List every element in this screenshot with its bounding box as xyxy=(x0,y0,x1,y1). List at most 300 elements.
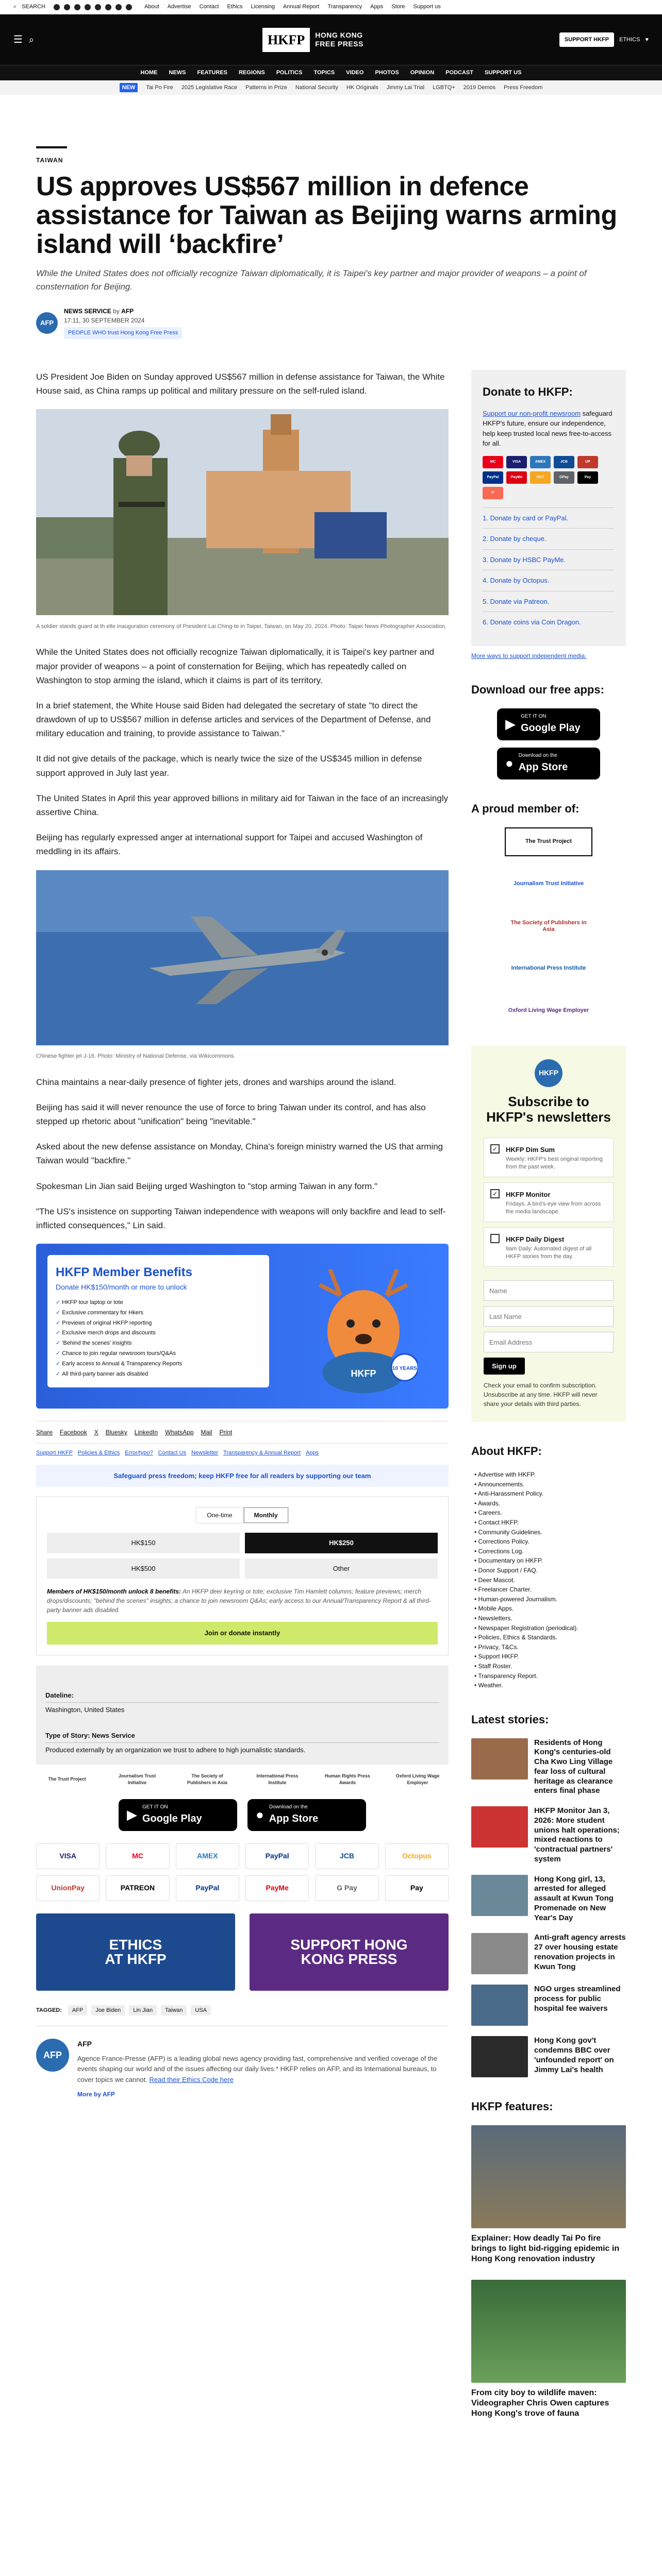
trending-link[interactable]: 2025 Legislative Race xyxy=(181,84,238,91)
instagram-icon[interactable] xyxy=(74,4,80,10)
top-link[interactable]: Advertise xyxy=(167,4,191,10)
jcb-logo[interactable]: JCB xyxy=(315,1843,378,1869)
about-link[interactable]: • Announcements. xyxy=(474,1480,626,1489)
paragraph: "The US's insistence on supporting Taiwan independence with weapons will only backfire and lead to self-inflicted consequences," Lin said. xyxy=(36,1206,446,1230)
ipi-logo[interactable]: International Press Institute xyxy=(256,1773,299,1786)
donate-option[interactable] xyxy=(483,507,615,529)
story-headline[interactable]: Hong Kong gov't condemns BBC over 'unfounded report' on Jimmy Lai's health xyxy=(534,2036,614,2074)
article-footer-links xyxy=(36,1449,449,1458)
payment-icons xyxy=(483,456,615,499)
newsletter-option[interactable] xyxy=(484,1227,614,1267)
nav-item-features[interactable]: FEATURES xyxy=(197,70,227,76)
latest-stories xyxy=(471,1711,626,2078)
banner-title: ETHICS xyxy=(109,1936,162,1953)
google-play-button[interactable] xyxy=(119,1799,237,1831)
footer-link[interactable]: Error/typo? xyxy=(125,1450,153,1456)
byline: AFP NEWS SERVICE by AFP 17:11, 30 SEPTEMBER 2024 PEOPLE WHO trust Hong Kong Free Press xyxy=(36,307,626,339)
about-link[interactable]: • Anti-Harassment Policy. xyxy=(474,1489,626,1499)
more-ways-link[interactable]: More ways to support independent media. xyxy=(471,652,587,659)
benefit-item: ✓ All third-party banner ads disabled xyxy=(56,1369,261,1380)
rss-icon[interactable] xyxy=(126,4,132,10)
article-standfirst: While the United States does not officially recognize Taiwan diplomatically, it is Taipei's key partner and major provider of weapons – a point of consternation for Beijing. xyxy=(36,268,587,292)
nav-item-video[interactable]: VIDEO xyxy=(346,70,364,76)
paypal-logo[interactable]: PayPal xyxy=(245,1843,309,1869)
story-type-heading[interactable]: Type of Story: News Service xyxy=(45,1731,439,1743)
tag-chip[interactable]: USA xyxy=(191,2005,211,2016)
share-bluesky[interactable]: Bluesky xyxy=(105,1429,127,1436)
visa-icon: VISA xyxy=(506,456,527,468)
latest-title: Latest stories: xyxy=(471,1713,549,1726)
paragraph: Spokesman Lin Jian said Beijing urged Washington to "stop arming Taiwan in any form." xyxy=(36,1181,378,1191)
donate-option-link[interactable]: 5. Donate via Patreon. xyxy=(483,597,550,605)
feature-item[interactable] xyxy=(471,2125,626,2264)
trending-link[interactable]: Jimmy Lai Trial xyxy=(386,84,425,91)
payme-icon: PayMe xyxy=(506,471,527,484)
story-thumb[interactable] xyxy=(471,2036,528,2077)
press-logos-row xyxy=(36,1773,449,1787)
share-bar xyxy=(36,1421,449,1444)
top-link[interactable]: Support us xyxy=(413,4,441,10)
support-hkfp-button[interactable]: SUPPORT HKFP xyxy=(559,32,614,47)
paragraph: Beijing has said it will never renounce the use of force to bring Taiwan under its control, and has also stepped up rhetoric about "unification" being "inevitable." xyxy=(36,1102,426,1126)
story-thumb[interactable] xyxy=(471,1933,528,1974)
feature-headline[interactable]: From city boy to wildlife maven: Videographer Chris Owen captures Hong Kong's trove of fauna xyxy=(471,2388,609,2418)
benefits-note xyxy=(47,1587,438,1615)
share-label[interactable]: Share xyxy=(36,1429,53,1436)
patreon-logo[interactable]: PATREON xyxy=(106,1875,169,1901)
visa-logo[interactable]: VISA xyxy=(36,1843,100,1869)
donate-option-link[interactable]: 2. Donate by cheque. xyxy=(483,535,547,543)
nav-item-news[interactable]: NEWS xyxy=(169,70,186,76)
trending-link[interactable]: Tai Po Fire xyxy=(146,84,173,91)
play-icon: ▶ xyxy=(505,716,516,732)
linkedin-icon[interactable] xyxy=(115,4,122,10)
trust-promo-badge[interactable]: PEOPLE WHO trust Hong Kong Free Press xyxy=(64,327,182,339)
store-small: Download on the xyxy=(269,1804,308,1810)
paragraph: The United States in April this year approved billions in military aid for Taiwan in the face of an increasingly assertive China. xyxy=(36,793,449,818)
about-link[interactable]: • Mobile Apps. xyxy=(474,1604,626,1614)
new-badge: NEW xyxy=(120,83,138,93)
last-name-field[interactable] xyxy=(484,1306,614,1327)
menu-icon[interactable]: ☰ xyxy=(13,34,23,45)
top-link[interactable]: Ethics xyxy=(227,4,243,10)
author-box xyxy=(36,2039,449,2100)
monthly-tab[interactable]: Monthly xyxy=(243,1507,289,1523)
play-icon: ▶ xyxy=(127,1807,137,1823)
benefit-item: ✓ Exclusive merch drops and discounts xyxy=(56,1328,261,1338)
about-title: About HKFP: xyxy=(471,1445,542,1458)
article-title: US approves US$567 million in defence assistance for Taiwan as Beijing warns arming island will ‘backfire’ xyxy=(36,172,617,260)
story-thumb[interactable] xyxy=(471,1738,528,1780)
top-link[interactable]: Transparency xyxy=(327,4,362,10)
sidebar-google-play-button[interactable] xyxy=(497,708,600,740)
newsletter-fineprint: Check your email to confirm subscription. Unsubscribe at any time. HKFP will never share your details with third parties. xyxy=(484,1382,598,1408)
donate-option-link[interactable]: 3. Donate by HSBC PayMe. xyxy=(483,555,566,564)
about-link[interactable]: • Careers. xyxy=(474,1508,626,1518)
donate-option-link[interactable]: 6. Donate coins via Coin Dragon. xyxy=(483,618,581,626)
benefits-note-lead: Members of HK$150/month unlock 8 benefits: xyxy=(47,1588,181,1596)
jti-logo[interactable]: Journalism Trust Initiative xyxy=(118,1773,156,1786)
about-link[interactable]: • Transparency Report. xyxy=(474,1671,626,1681)
store-name: Google Play xyxy=(142,1813,202,1825)
email-field[interactable] xyxy=(484,1332,614,1352)
checkbox-checked-icon[interactable]: ✓ xyxy=(490,1189,500,1198)
top-links xyxy=(144,3,441,11)
about-link[interactable]: • Freelancer Charter. xyxy=(474,1585,626,1595)
store-name: App Store xyxy=(518,761,568,773)
octopus-icon: OCT xyxy=(530,471,551,484)
photo-caption: A soldier stands guard at th elte inauguration ceremony of President Lai Ching-te in Taipei, Taiwan, on May 20, 2024. Photo: Taipei News Photographer Association. xyxy=(36,623,447,630)
feature-image[interactable] xyxy=(471,2125,626,2228)
top-link[interactable]: Annual Report xyxy=(283,4,320,10)
checkbox-checked-icon[interactable]: ✓ xyxy=(490,1144,500,1154)
option-desc: Fridays. A bird's-eye view from across the media landscape. xyxy=(506,1201,601,1215)
donate-option[interactable] xyxy=(483,612,615,633)
article-kicker[interactable]: TAIWAN xyxy=(36,157,63,164)
trending-link[interactable]: Patterns in Prize xyxy=(245,84,287,91)
option-name: HKFP Dim Sum xyxy=(506,1145,555,1154)
newsletter-option[interactable] xyxy=(484,1182,614,1222)
author-label: NEWS SERVICE xyxy=(64,308,111,315)
story-thumb[interactable] xyxy=(471,1985,528,2026)
checkbox-icon[interactable] xyxy=(490,1234,500,1243)
donate-option[interactable] xyxy=(483,591,615,612)
article-body xyxy=(36,370,449,2434)
newsletter-option[interactable] xyxy=(484,1138,614,1177)
footer-link[interactable]: Policies & Ethics xyxy=(77,1450,120,1456)
newsletter-title: Subscribe to HKFP's newsletters xyxy=(486,1093,611,1125)
story-thumb[interactable] xyxy=(471,1806,528,1848)
deer-mascot-icon xyxy=(309,1264,418,1393)
about-link[interactable]: • Deer Mascot. xyxy=(474,1575,626,1585)
trending-link[interactable]: Press Freedom xyxy=(504,84,543,91)
member-benefits-banner[interactable] xyxy=(36,1244,449,1409)
store-small: Download on the xyxy=(518,753,557,759)
author-box-name[interactable]: AFP xyxy=(77,2040,92,2048)
banner-sub: KONG PRESS xyxy=(301,1951,398,1967)
share-mail[interactable]: Mail xyxy=(201,1429,212,1436)
about-link[interactable]: • Donor Support / FAQ. xyxy=(474,1566,626,1575)
sidebar xyxy=(471,370,626,2434)
sign-up-button[interactable]: Sign up xyxy=(484,1358,525,1375)
nav-item-topics[interactable]: TOPICS xyxy=(313,70,335,76)
tag-chip[interactable]: Lin Jian xyxy=(129,2005,157,2016)
nav-item-politics[interactable]: POLITICS xyxy=(276,70,303,76)
banner-sub: AT HKFP xyxy=(105,1951,167,1967)
trending-bar xyxy=(0,80,662,95)
author-avatar[interactable]: AFP xyxy=(36,312,58,334)
top-link[interactable]: Apps xyxy=(370,4,384,10)
amount-option[interactable]: HK$150 xyxy=(47,1533,240,1553)
title-rule xyxy=(36,146,67,148)
donate-title: Donate to HKFP: xyxy=(483,385,573,398)
about-link[interactable]: • Privacy, T&Cs. xyxy=(474,1642,626,1652)
about-link[interactable]: • Newspaper Registration (periodical). xyxy=(474,1623,626,1633)
payme-logo[interactable]: PayMe xyxy=(245,1875,309,1901)
frequency-toggle xyxy=(47,1507,438,1523)
top-link[interactable]: Contact xyxy=(199,4,219,10)
mascot-shirt-text: HKFP xyxy=(351,1368,376,1379)
about-link[interactable]: • Community Guidelines. xyxy=(474,1528,626,1537)
mastercard-icon: MC xyxy=(483,456,503,468)
store-small: GET IT ON xyxy=(142,1804,168,1810)
share-x[interactable]: X xyxy=(94,1429,98,1436)
about-link[interactable]: • Staff Roster. xyxy=(474,1662,626,1671)
top-utility-bar xyxy=(0,0,662,14)
site-logo[interactable] xyxy=(262,28,363,52)
paragraph: It did not give details of the package, which is nearly twice the size of the US$345 million in defense support approved in July last year. xyxy=(36,754,422,778)
gpay-icon: GPay xyxy=(554,471,574,484)
donation-widget xyxy=(36,1496,449,1655)
paypal-logo-2[interactable]: PayPal xyxy=(176,1875,239,1901)
nav-item-support[interactable]: SUPPORT US xyxy=(484,70,522,76)
share-facebook[interactable]: Facebook xyxy=(60,1429,87,1436)
member-logos xyxy=(471,827,626,1025)
app-store-button[interactable] xyxy=(247,1799,366,1831)
benefits-note-text: An HKFP deer keyring or tote; exclusive Tim Hamlett columns; feature previews; merch drops/discounts; "behind the scenes" insights; a chance to join newsroom Q&As; early access to our Annual/Transparency Report & all third-party banner ads disabled. xyxy=(47,1588,431,1614)
story-headline[interactable]: NGO urges streamlined process for public hospital fee waivers xyxy=(534,1985,621,2013)
features-section xyxy=(471,2098,626,2419)
magnifier-icon[interactable]: ⌕ xyxy=(28,34,35,45)
ethics-banner[interactable] xyxy=(36,1913,235,1991)
mastercard-logo[interactable]: MC xyxy=(106,1843,169,1869)
ethics-code-link[interactable]: Read their Ethics Code here xyxy=(149,2076,234,2084)
trust-project-logo[interactable]: The Trust Project xyxy=(48,1776,86,1782)
photo-caption: Chinese fighter jet J-16. Photo: Ministry of National Defense, via Wikicommons. xyxy=(36,1053,236,1060)
unionpay-icon: UP xyxy=(577,456,598,468)
hkfp-badge: HKFP xyxy=(535,1059,562,1087)
bluesky-icon[interactable] xyxy=(105,4,111,10)
paragraph: In a brief statement, the White House said Biden had delegated the secretary of state "to direct the drawdown of up to US$567 million in defense articles and services of the Department of Defense, and military education and training, to provide assistance to Taiwan." xyxy=(36,700,431,739)
ipi-logo[interactable]: International Press Institute xyxy=(511,965,586,972)
newsletter-box xyxy=(471,1046,626,1422)
support-banner[interactable] xyxy=(250,1913,449,1991)
footer-link[interactable]: Transparency & Annual Report xyxy=(223,1450,301,1456)
latest-item[interactable] xyxy=(471,1738,626,1797)
patreon-icon: P xyxy=(483,487,503,499)
nav-item-home[interactable]: HOME xyxy=(140,70,158,76)
about-link[interactable]: • Contact HKFP. xyxy=(474,1518,626,1528)
x-icon[interactable] xyxy=(64,4,70,10)
about-list xyxy=(471,1470,626,1690)
about-link[interactable]: • Awards. xyxy=(474,1499,626,1509)
more-by-author-link[interactable]: More by AFP xyxy=(77,2090,115,2098)
about-link[interactable]: • Newsletters. xyxy=(474,1614,626,1623)
search-icon[interactable]: ⌕ xyxy=(13,4,17,10)
author-box-avatar[interactable]: AFP xyxy=(36,2039,69,2072)
author-bio: Agence France-Presse (AFP) is a leading global news agency providing fast, comprehensive and verified coverage of the events shaping our world and of the issues affecting our daily lives.* HKFP relies on AFP, and its International bureaus, to cover topics we cannot. xyxy=(77,2054,438,2084)
ethics-link[interactable]: ETHICS xyxy=(619,36,640,43)
logo-line: FREE PRESS xyxy=(315,40,363,48)
ten-years-badge: 10 YEARS xyxy=(392,1366,418,1372)
option-name: HKFP Daily Digest xyxy=(506,1235,565,1243)
trust-project-logo[interactable]: The Trust Project xyxy=(505,827,592,856)
story-type-desc: Produced externally by an organization we trust to adhere to high journalistic standards. xyxy=(45,1746,306,1754)
apple-icon: ● xyxy=(505,755,514,771)
amount-option-selected[interactable]: HK$250 xyxy=(245,1533,438,1553)
top-link[interactable]: About xyxy=(144,4,159,10)
jcb-icon: JCB xyxy=(554,456,574,468)
option-desc: 9am Daily: Automated digest of all HKFP stories from the day. xyxy=(506,1246,592,1260)
paragraph: Asked about the new defense assistance on Monday, China's foreign ministry warned the US that arming Taiwan would "backfire." xyxy=(36,1142,443,1166)
tag-chip[interactable]: Joe Biden xyxy=(91,2005,125,2016)
paypal-icon: PayPal xyxy=(483,471,503,484)
app-store-row xyxy=(36,1799,449,1831)
top-search-link[interactable]: SEARCH xyxy=(22,4,46,10)
payment-methods-grid xyxy=(36,1843,449,1901)
nav-item-regions[interactable]: REGIONS xyxy=(238,70,265,76)
features-title: HKFP features: xyxy=(471,2100,553,2113)
amount-options xyxy=(47,1533,438,1579)
member-title: A proud member of: xyxy=(471,802,580,815)
about-link[interactable]: • Documentary on HKFP. xyxy=(474,1556,626,1566)
store-small: GET IT ON xyxy=(521,714,547,720)
facebook-icon[interactable] xyxy=(54,4,60,10)
story-headline[interactable]: Residents of Hong Kong's centuries-old Cha Kwo Ling Village fear loss of cultural heritage as clearance enters final phase xyxy=(534,1738,613,1795)
story-headline[interactable]: Hong Kong girl, 13, arrested for alleged assault at Kwun Tong Promenade on New Year's Day xyxy=(534,1874,614,1922)
donate-intro-text: safeguard HKFP's future, ensure our independence, help keep trusted local news free-to-access for all. xyxy=(483,409,613,448)
soldier-photo xyxy=(36,409,449,619)
youtube-icon[interactable] xyxy=(85,4,91,10)
about-link[interactable]: • Policies, Ethics & Standards. xyxy=(474,1633,626,1642)
banner-title: SUPPORT HONG xyxy=(290,1936,408,1953)
donate-option[interactable] xyxy=(483,528,615,549)
donate-option[interactable] xyxy=(483,570,615,591)
amount-option[interactable]: Other xyxy=(245,1558,438,1579)
living-wage-logo[interactable]: Oxford Living Wage Employer xyxy=(395,1773,440,1786)
latest-item[interactable] xyxy=(471,1985,626,2026)
jti-logo[interactable]: Journalism Trust Initiative xyxy=(513,880,584,887)
main-nav xyxy=(0,65,662,80)
option-name: HKFP Monitor xyxy=(506,1190,551,1198)
promo-banners xyxy=(36,1913,449,1991)
dateline-value: Washington, United States xyxy=(45,1706,125,1714)
nav-item-photos[interactable]: PHOTOS xyxy=(375,70,399,76)
latest-item[interactable] xyxy=(471,1933,626,1974)
store-name: App Store xyxy=(269,1813,319,1825)
donate-box xyxy=(471,370,626,646)
feature-image[interactable] xyxy=(471,2280,626,2383)
share-print[interactable]: Print xyxy=(219,1429,233,1436)
octopus-logo[interactable]: Octopus xyxy=(385,1843,449,1869)
donate-option-link[interactable]: 4. Donate by Octopus. xyxy=(483,577,550,585)
publish-date: 17:11, 30 SEPTEMBER 2024 xyxy=(64,317,145,325)
benefit-item: ✓ Exclusive commentary for Hkers xyxy=(56,1308,261,1318)
top-link[interactable]: Store xyxy=(391,4,405,10)
paragraph: Beijing has regularly expressed anger at international support for Taipei and accused Washington of meddling in its affairs. xyxy=(36,833,423,857)
about-link[interactable]: • Corrections Policy. xyxy=(474,1537,626,1547)
trending-link[interactable]: 2019 Demos xyxy=(463,84,496,91)
donate-intro xyxy=(483,409,615,449)
footer-link[interactable]: Contact Us xyxy=(158,1450,187,1456)
store-name: Google Play xyxy=(521,722,581,734)
benefit-item: ✓ Chance to join regular newsroom tours/Q&As xyxy=(56,1349,261,1359)
about-link[interactable]: • Human-powered Journalism. xyxy=(474,1595,626,1604)
tag-chip[interactable]: AFP xyxy=(68,2005,87,2016)
tags-row xyxy=(36,2005,449,2027)
about-link[interactable]: • Advertise with HKFP. xyxy=(474,1470,626,1480)
footer-link[interactable]: Apps xyxy=(306,1450,319,1456)
sopa-logo[interactable]: The Society of Publishers in Asia xyxy=(187,1773,227,1786)
author-name[interactable]: AFP xyxy=(121,308,134,315)
amex-icon: AMEX xyxy=(530,456,551,468)
about-section xyxy=(471,1443,626,1690)
benefit-item: ✓ Previews of original HKFP reporting xyxy=(56,1318,261,1329)
social-icons xyxy=(54,4,132,10)
google-pay-logo[interactable]: G Pay xyxy=(315,1875,378,1901)
apple-pay-logo[interactable]: Pay xyxy=(385,1875,449,1901)
sopa-logo[interactable]: The Society of Publishers in Asia xyxy=(510,919,587,933)
donate-intro-link[interactable]: Support our non-profit newsroom xyxy=(483,409,581,417)
living-wage-logo[interactable]: Oxford Living Wage Employer xyxy=(508,1007,589,1014)
apple-icon: ● xyxy=(256,1807,264,1823)
about-link[interactable]: • Support HKFP. xyxy=(474,1652,626,1662)
amount-option[interactable]: HK$500 xyxy=(47,1558,240,1579)
paragraph: US President Joe Biden on Sunday approved US$567 million in defense assistance for Taiwan, the White House said, as China ramps up political and military pressure on the self-ruled island. xyxy=(36,371,445,396)
benefits-title: HKFP Member Benefits xyxy=(56,1265,192,1280)
donate-option-link[interactable]: 1. Donate by card or PayPal. xyxy=(483,514,569,522)
donate-option[interactable] xyxy=(483,549,615,570)
article-header xyxy=(36,95,626,339)
about-link[interactable]: • Weather. xyxy=(474,1681,626,1690)
feature-headline[interactable]: Explainer: How deadly Tai Po fire brings to light bid-rigging epidemic in Hong Kong renovation industry xyxy=(471,2234,620,2264)
latest-item[interactable] xyxy=(471,2036,626,2077)
feature-item[interactable] xyxy=(471,2280,626,2419)
safeguard-banner[interactable]: Safeguard press freedom; keep HKFP free for all readers by supporting our team xyxy=(36,1465,449,1487)
paragraph: China maintains a near-daily presence of fighter jets, drones and warships around the island. xyxy=(36,1077,396,1087)
trending-link[interactable]: LGBTQ+ xyxy=(433,84,455,91)
paragraph: While the United States does not officially recognize Taiwan diplomatically, it is Taipei's key partner and major provider of weapons – a point of consternation for Beijing, which has repeatedly called on Washington to stop arming the island, which it claims is part of its territory. xyxy=(36,647,435,685)
heart-icon[interactable]: ♥ xyxy=(645,36,649,43)
share-linkedin[interactable]: LinkedIn xyxy=(134,1429,158,1436)
footer-link[interactable]: Newsletter xyxy=(191,1450,219,1456)
option-desc: Weekly: HKFP's best original reporting from the past week. xyxy=(506,1156,603,1170)
benefits-subtitle: Donate HK$150/month or more to unlock xyxy=(56,1283,187,1292)
one-time-tab[interactable]: One-time xyxy=(196,1507,243,1523)
share-whatsapp[interactable]: WhatsApp xyxy=(165,1429,194,1436)
fighter-jet-photo xyxy=(36,870,449,1049)
story-thumb[interactable] xyxy=(471,1875,528,1916)
about-link[interactable]: • Corrections Log. xyxy=(474,1547,626,1556)
logo-mark: HKFP xyxy=(262,28,310,52)
nav-item-opinion[interactable]: OPINION xyxy=(410,70,435,76)
unionpay-logo[interactable]: UnionPay xyxy=(36,1875,100,1901)
logo-line: HONG KONG xyxy=(315,30,363,39)
top-link[interactable]: Licensing xyxy=(251,4,275,10)
dateline-heading: Dateline: xyxy=(45,1690,439,1703)
footer-link[interactable]: Support HKFP xyxy=(36,1450,73,1456)
benefit-item: ✓ 'Behind the scenes' insights xyxy=(56,1338,261,1349)
latest-item[interactable] xyxy=(471,1806,626,1865)
trending-link[interactable]: National Security xyxy=(295,84,338,91)
threads-icon[interactable] xyxy=(95,4,101,10)
latest-item[interactable] xyxy=(471,1875,626,1923)
story-headline[interactable]: HKFP Monitor Jan 3, 2026: More student unions halt operations; mixed reactions to 'contractual partners' system xyxy=(534,1806,620,1863)
tag-chip[interactable]: Taiwan xyxy=(161,2005,187,2016)
trending-link[interactable]: HK Originals xyxy=(346,84,378,91)
first-name-field[interactable] xyxy=(484,1280,614,1301)
logo-wordmark xyxy=(315,31,363,49)
story-headline[interactable]: Anti-graft agency arrests 27 over housing estate renovation projects in Kwun Tong xyxy=(534,1933,626,1971)
hrpa-logo[interactable]: Human Rights Press Awards xyxy=(324,1773,371,1786)
apps-title: Download our free apps: xyxy=(471,683,604,696)
sidebar-app-store-button[interactable] xyxy=(497,748,600,779)
applepay-icon: Pay xyxy=(577,471,598,484)
join-donate-button[interactable]: Join or donate instantly xyxy=(47,1622,438,1645)
benefit-item: ✓ HKFP tour laptop or tote xyxy=(56,1298,261,1308)
nav-item-podcast[interactable]: PODCAST xyxy=(445,70,473,76)
amex-logo[interactable]: AMEX xyxy=(176,1843,239,1869)
